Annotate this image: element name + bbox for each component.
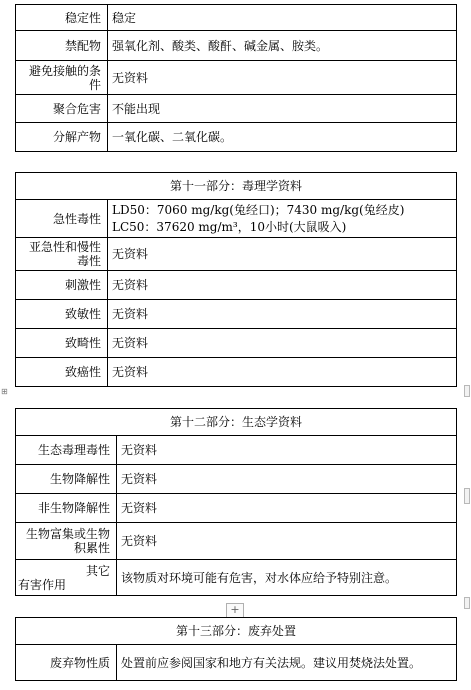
table-row — [16, 494, 457, 523]
table-row — [16, 329, 457, 358]
row-value[interactable]: 无资料 — [108, 238, 457, 271]
table-row — [16, 95, 457, 123]
row-label: 致敏性 — [16, 300, 108, 329]
row-value[interactable]: 无资料 — [108, 329, 457, 358]
value-line: LD50：7060 mg/kg(兔经口)；7430 mg/kg(兔经皮) — [112, 202, 405, 217]
row-label: 生态毒理毒性 — [16, 436, 117, 465]
table-resize-handle[interactable] — [464, 385, 470, 397]
row-value[interactable]: 强氧化剂、酸类、酸酐、碱金属、胺类。 — [108, 31, 457, 61]
table-row — [16, 5, 457, 31]
row-value[interactable]: 无资料 — [108, 300, 457, 329]
row-value[interactable]: 无资料 — [117, 465, 457, 494]
row-value[interactable]: 无资料 — [117, 494, 457, 523]
section-title: 第十三部分：废弃处置 — [16, 618, 457, 645]
row-label-line: 其它 — [85, 563, 110, 578]
table-row — [16, 300, 457, 329]
section11-table — [15, 172, 457, 387]
row-label: 聚合危害 — [16, 95, 108, 123]
section-title: 第十二部分：生态学资料 — [16, 409, 457, 436]
row-label: 刺激性 — [16, 271, 108, 300]
section-title: 第十一部分：毒理学资料 — [16, 173, 457, 200]
section-header-row — [16, 409, 457, 436]
section12-table — [15, 408, 457, 596]
row-label: 避免接触的条件 — [16, 61, 108, 95]
row-label: 急性毒性 — [16, 200, 108, 238]
row-label: 非生物降解性 — [16, 494, 117, 523]
row-label: 废弃物性质 — [16, 645, 117, 681]
table-row — [16, 465, 457, 494]
row-value[interactable] — [108, 200, 457, 238]
row-value[interactable]: 无资料 — [117, 436, 457, 465]
table-row — [16, 200, 457, 238]
add-row-button[interactable] — [226, 603, 244, 618]
row-label: 亚急性和慢性毒性 — [16, 238, 108, 271]
row-label: 生物降解性 — [16, 465, 117, 494]
table-row — [16, 61, 457, 95]
table-row — [16, 560, 457, 596]
table-row — [16, 645, 457, 681]
table-resize-handle[interactable] — [464, 488, 470, 504]
table-row — [16, 523, 457, 560]
row-value[interactable]: 处置前应参阅国家和地方有关法规。建议用焚烧法处置。 — [117, 645, 457, 681]
plus-icon: + — [230, 603, 240, 616]
value-line: LC50：37620 mg/m³，10小时(大鼠吸入) — [112, 219, 347, 234]
row-label: 分解产物 — [16, 123, 108, 152]
row-label-line: 有害作用 — [18, 577, 67, 592]
row-value[interactable]: 无资料 — [108, 358, 457, 387]
row-label: 禁配物 — [16, 31, 108, 61]
row-value[interactable]: 一氧化碳、二氧化碳。 — [108, 123, 457, 152]
row-value[interactable]: 无资料 — [117, 523, 457, 560]
row-value[interactable]: 该物质对环境可能有危害，对水体应给予特别注意。 — [117, 560, 457, 596]
row-label: 致癌性 — [16, 358, 108, 387]
section-header-row — [16, 618, 457, 645]
row-value[interactable]: 不能出现 — [108, 95, 457, 123]
table-resize-handle[interactable] — [464, 597, 470, 609]
section10-table — [15, 4, 457, 152]
table-row — [16, 271, 457, 300]
row-value[interactable]: 稳定 — [108, 5, 457, 31]
table-row — [16, 123, 457, 152]
row-label — [16, 560, 117, 596]
row-value[interactable]: 无资料 — [108, 61, 457, 95]
row-label: 稳定性 — [16, 5, 108, 31]
row-value[interactable]: 无资料 — [108, 271, 457, 300]
row-label: 生物富集或生物积累性 — [16, 523, 117, 560]
table-move-handle-icon[interactable]: ⊞ — [1, 387, 8, 396]
section-header-row — [16, 173, 457, 200]
table-row — [16, 436, 457, 465]
row-label: 致畸性 — [16, 329, 108, 358]
section13-table — [15, 617, 457, 681]
table-row — [16, 31, 457, 61]
table-row — [16, 358, 457, 387]
table-row — [16, 238, 457, 271]
